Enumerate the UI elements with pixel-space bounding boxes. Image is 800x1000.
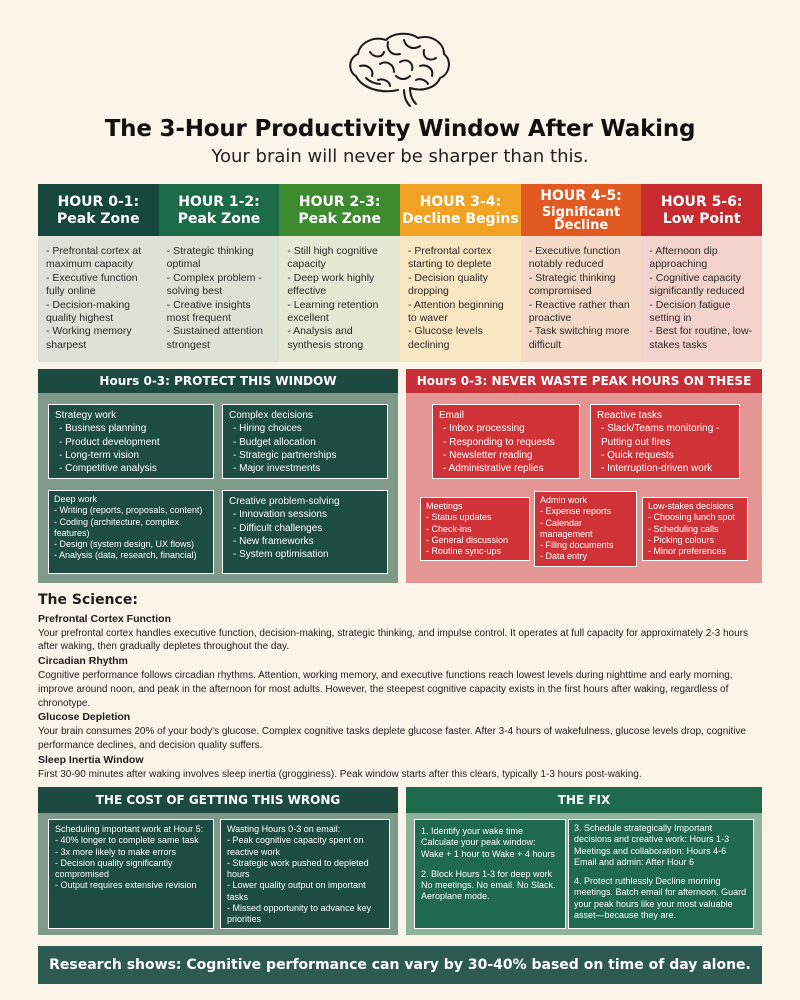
- box-title: Strategy work: [55, 410, 117, 421]
- box-item: - Status updates: [426, 512, 492, 523]
- box-item: - Analysis (data, research, financial): [54, 550, 197, 561]
- hour-body: [641, 236, 762, 362]
- box-item: - Choosing lunch spot: [648, 512, 736, 523]
- hour-label: HOUR 0-1:: [57, 194, 140, 211]
- hour-point: - Analysis and synthesis strong: [287, 325, 364, 351]
- box-item: - Strategic work pushed to depleted hours: [227, 857, 369, 880]
- hour-point: - Afternoon dip approaching: [649, 245, 718, 271]
- box-item: - Major investments: [233, 463, 321, 475]
- protect-box-decisions: [222, 404, 388, 479]
- hour-point: - Attention beginning to waver: [408, 298, 504, 325]
- box-item: - New frameworks: [233, 535, 314, 547]
- hour-zone: Peak Zone: [298, 211, 381, 228]
- protect-box-strategy: [48, 404, 214, 479]
- hour-point: - Reactive rather than proactive: [528, 298, 630, 325]
- science-title: The Science:: [38, 592, 138, 608]
- box-item: - Expense reports: [540, 506, 612, 517]
- hour-header: [159, 184, 280, 236]
- hour-zone: Peak Zone: [57, 211, 140, 228]
- hour-point: - Best for routine, low-stakes tasks: [649, 325, 753, 351]
- box-item: - Newsletter reading: [443, 449, 533, 461]
- never-panel-title: Hours 0-3: NEVER WASTE PEAK HOURS ON THESE: [406, 369, 762, 393]
- science-heading: Glucose Depletion: [38, 711, 131, 724]
- hour-point: - Learning retention excellent: [287, 298, 379, 325]
- box-item: - Product development: [59, 436, 160, 448]
- hour-point: - Prefrontal cortex at maximum capacity: [46, 245, 142, 271]
- box-title: Complex decisions: [229, 410, 313, 421]
- hour-point: - Deep work highly effective: [287, 271, 375, 298]
- hour-body: [400, 236, 521, 362]
- box-item: - Minor preferences: [648, 546, 727, 557]
- research-banner: Research shows: Cognitive performance can vary by 30-40% based on time of day alone.: [38, 946, 762, 984]
- hour-point: - Creative insights most frequent: [166, 298, 251, 325]
- hour-body: [279, 236, 400, 362]
- hour-point: - Decision-making quality highest: [46, 298, 131, 325]
- protect-box-creative: [222, 490, 388, 574]
- box-item: - Strategic partnerships: [233, 449, 337, 461]
- hour-point: - Working memory sharpest: [46, 325, 132, 351]
- hour-header: [641, 184, 762, 236]
- never-box-reactive: [590, 404, 740, 479]
- box-item: - Coding (architecture, complex features): [54, 516, 180, 538]
- box-item: 2. Block Hours 1-3 for deep work No meetings. No email. No Slack. Aeroplane mode.: [421, 868, 556, 902]
- box-item: - Competitive analysis: [59, 463, 157, 475]
- hour-column-2-3: [279, 184, 400, 362]
- hour-column-5-6: [641, 184, 762, 362]
- protect-box-deep-work: [48, 490, 214, 574]
- box-item: - Responding to requests: [443, 436, 555, 448]
- box-title: Admin work: [540, 495, 588, 505]
- box-item: - Output requires extensive revision: [55, 880, 197, 891]
- box-item: - Data entry: [540, 551, 588, 562]
- box-title: Reactive tasks: [597, 410, 663, 421]
- hour-header: [38, 184, 159, 236]
- box-item: 4. Protect ruthlessly Decline morning meetings. Batch email for afternoon. Guard your peak hours like your most valuable asset—because they are.: [574, 876, 747, 921]
- cost-box-email: [220, 819, 390, 929]
- box-item: - Filing documents: [540, 540, 614, 551]
- box-item: - 3x more likely to make errors: [55, 846, 177, 857]
- hour-point: - Complex problem - solving best: [166, 271, 262, 298]
- hour-point: - Strategic thinking compromised: [528, 271, 616, 298]
- box-item: - Missed opportunity to advance key priorities: [227, 903, 372, 925]
- science-text: First 30-90 minutes after waking involves sleep inertia (grogginess). Peak window starts after this clears, typically 1-3 hours post-waking.: [38, 768, 642, 780]
- box-title: Meetings: [426, 501, 463, 511]
- box-item: - Innovation sessions: [233, 509, 327, 521]
- never-box-admin: [534, 491, 637, 567]
- box-item: - 40% longer to complete same task: [55, 835, 199, 846]
- box-item: - Calendar management: [540, 517, 593, 539]
- box-item: - Slack/Teams monitoring - Putting out fires: [601, 423, 720, 448]
- never-box-meetings: [420, 497, 530, 561]
- hour-zone: Decline Begins: [402, 211, 519, 228]
- hour-point: - Task switching more difficult: [528, 325, 630, 351]
- box-title: Low-stakes decisions: [648, 501, 734, 511]
- science-heading: Prefrontal Cortex Function: [38, 612, 172, 625]
- protect-panel: [38, 369, 398, 583]
- hour-zone: Peak Zone: [177, 211, 261, 228]
- hour-timeline: [38, 184, 762, 362]
- box-item: - Interruption-driven work: [601, 463, 713, 475]
- box-item: - Picking colours: [648, 534, 715, 545]
- cost-panel: [38, 787, 398, 935]
- page-subtitle: Your brain will never be sharper than this.: [211, 146, 589, 167]
- science-heading: Circadian Rhythm: [38, 655, 128, 668]
- box-item: 1. Identify your wake time Calculate your peak window: Wake + 1 hour to Wake + 4 hours: [421, 826, 555, 859]
- fix-panel: [406, 787, 762, 935]
- hour-point: - Executive function fully online: [46, 271, 138, 298]
- never-box-email: [432, 404, 580, 479]
- hour-label: HOUR 5-6:: [660, 194, 743, 211]
- box-title: Email: [439, 410, 465, 421]
- fix-panel-title: THE FIX: [406, 787, 762, 813]
- hour-column-1-2: [159, 184, 280, 362]
- box-item: - Design (system design, UX flows): [54, 539, 195, 550]
- box-item: - Routine sync-ups: [426, 546, 502, 557]
- science-text: Your prefrontal cortex handles executive function, decision-making, strategic thinking, and impulse control. It operates at full capacity for approximately 2-3 hours after waking, then gradually depletes throughout the day.: [38, 627, 749, 653]
- box-item: - Business planning: [59, 423, 147, 435]
- hour-point: - Decision fatigue setting in: [649, 298, 731, 325]
- never-panel: [406, 369, 762, 583]
- hour-label: HOUR 4-5:: [540, 187, 622, 204]
- hour-column-4-5: [521, 184, 642, 362]
- box-item: - Hiring choices: [233, 423, 302, 435]
- fix-box-1: [414, 819, 566, 929]
- box-item: - Lower quality output on important tasks: [227, 880, 366, 902]
- hour-point: - Prefrontal cortex starting to deplete: [408, 245, 492, 271]
- box-item: - Administrative replies: [443, 463, 544, 475]
- box-item: - Scheduling calls: [648, 523, 719, 534]
- box-item: - Difficult challenges: [233, 522, 323, 534]
- box-item: - Decision quality significantly compromised: [55, 857, 173, 880]
- box-item: - Long-term vision: [59, 449, 140, 461]
- box-item: - Peak cognitive capacity spent on reactive work: [227, 835, 364, 857]
- hour-zone: Significant Decline: [541, 204, 621, 234]
- hour-label: HOUR 2-3:: [298, 194, 381, 211]
- hour-point: - Decision quality dropping: [408, 271, 488, 298]
- hour-point: - Glucose levels declining: [408, 325, 483, 351]
- box-title: Creative problem-solving: [229, 496, 340, 507]
- cost-box-hour5: [48, 819, 214, 929]
- hour-body: [521, 236, 642, 362]
- hour-point: - Cognitive capacity significantly reduced: [649, 271, 745, 298]
- cost-panel-title: THE COST OF GETTING THIS WRONG: [38, 787, 398, 813]
- hour-point: - Executive function notably reduced: [528, 245, 621, 271]
- hour-label: HOUR 3-4:: [419, 194, 502, 211]
- hour-point: - Still high cognitive capacity: [287, 245, 378, 271]
- hour-column-3-4: [400, 184, 521, 362]
- page-title: The 3-Hour Productivity Window After Waking: [104, 116, 696, 142]
- never-box-low-stakes: [642, 497, 748, 561]
- box-item: - Check-ins: [426, 523, 472, 534]
- box-item: 3. Schedule strategically Important decisions and creative work: Hours 1-3 Meetings and collaboration: Hours 4-6 Email and admin: After Hour 6: [574, 823, 730, 867]
- hour-header: [279, 184, 400, 236]
- science-section: [38, 594, 768, 781]
- box-title: Wasting Hours 0-3 on email:: [227, 824, 341, 834]
- hour-point: - Strategic thinking optimal: [166, 245, 254, 271]
- box-item: - Budget allocation: [233, 436, 316, 448]
- fix-box-2: [568, 819, 754, 929]
- hour-body: [38, 236, 159, 362]
- box-item: - General discussion: [426, 534, 509, 545]
- hour-header: [521, 184, 642, 236]
- hour-header: [400, 184, 521, 236]
- box-title: Deep work: [54, 494, 98, 504]
- hour-column-0-1: [38, 184, 159, 362]
- hour-point: - Sustained attention strongest: [166, 325, 263, 351]
- science-text: Your brain consumes 20% of your body's glucose. Complex cognitive tasks deplete glucose faster. After 3-4 hours of wakefulness, glucose levels drop, cognitive performance declines, and decision quality suffers.: [38, 726, 747, 751]
- protect-panel-title: Hours 0-3: PROTECT THIS WINDOW: [38, 369, 398, 393]
- box-item: - Quick requests: [601, 449, 674, 461]
- hour-zone: Low Point: [662, 211, 741, 228]
- hour-label: HOUR 1-2:: [178, 194, 260, 211]
- science-heading: Sleep Inertia Window: [38, 753, 144, 766]
- box-item: - System optimisation: [233, 549, 329, 561]
- science-text: Cognitive performance follows circadian rhythms. Attention, working memory, and executive functions reach lowest levels during nighttime and early morning, improve around noon, and peak in the afternoon for most adults. However, the steepest cognitive capacity exists in the first hours after waking, regardless of chronotype.: [38, 669, 733, 709]
- box-item: - Writing (reports, proposals, content): [54, 505, 203, 516]
- box-title: Scheduling important work at Hour 5:: [55, 824, 204, 834]
- hour-body: [159, 236, 280, 362]
- brain-icon: [340, 28, 460, 108]
- box-item: - Inbox processing: [443, 423, 525, 435]
